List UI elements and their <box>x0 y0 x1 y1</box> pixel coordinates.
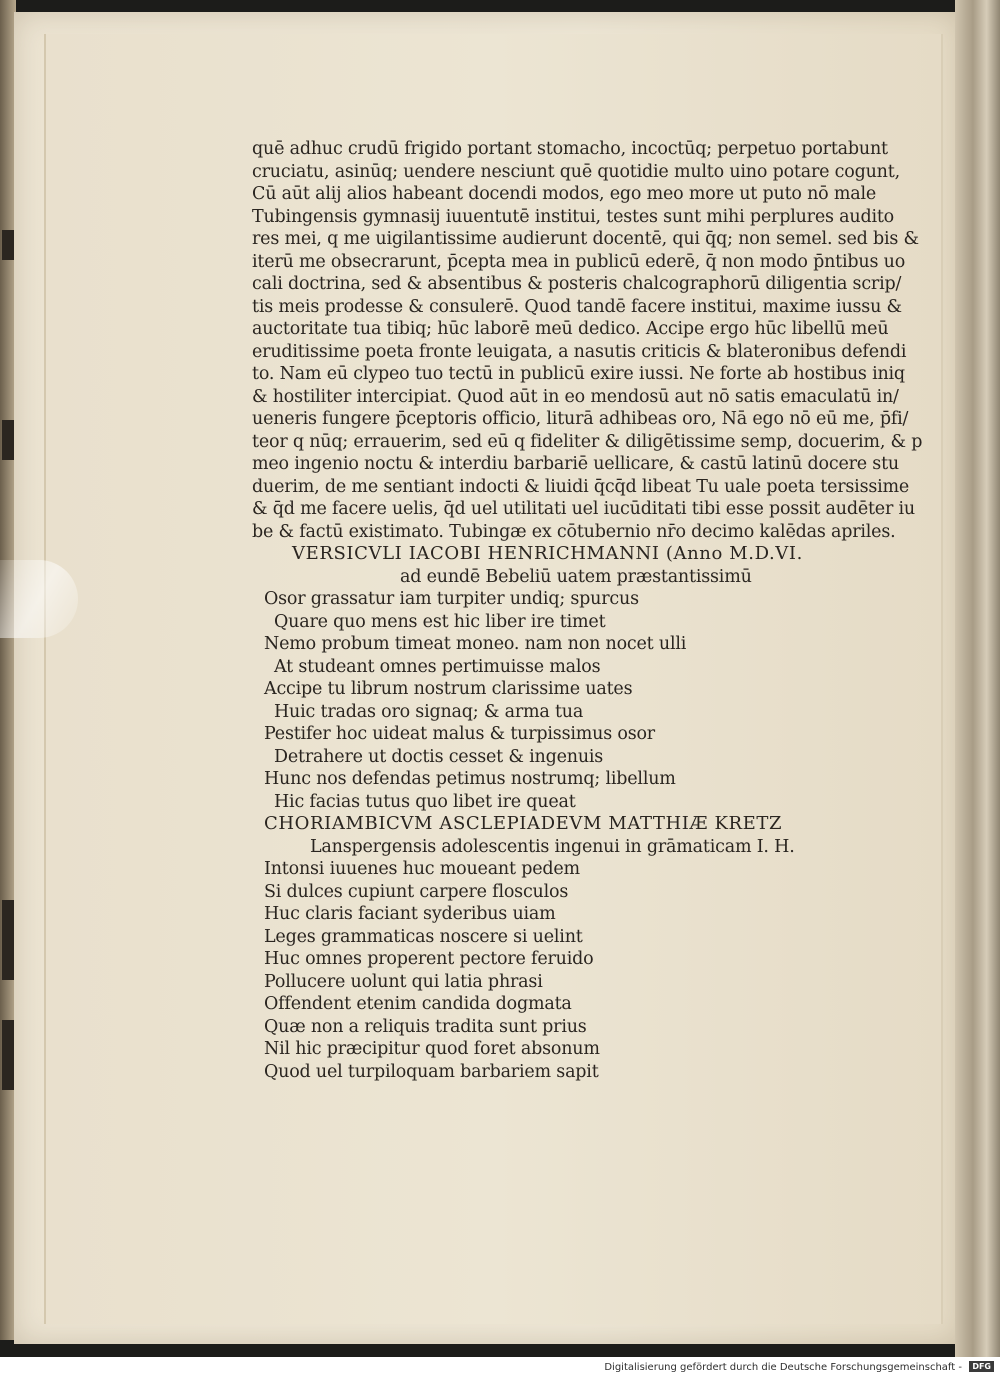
verse-line: Hunc nos defendas petimus nostrumq; libellum <box>264 769 676 789</box>
binding-edge <box>955 0 1000 1358</box>
text-block <box>252 138 923 1083</box>
verse-line: Quare quo mens est hic liber ire timet <box>274 611 606 632</box>
verse-line: Huc claris faciant syderibus uiam <box>264 904 556 924</box>
glass-weight <box>0 560 78 638</box>
verse-line: Quæ non a reliquis tradita sunt prius <box>264 1016 587 1037</box>
ink-mark <box>2 230 14 260</box>
prose-line: eruditissime poeta fronte leuigata, a nasutis criticis & blateronibus defendi <box>252 341 907 362</box>
verse-line: Accipe tu librum nostrum clarissime uates <box>264 679 633 699</box>
prose-line: teor q nūq; errauerim, sed eū q fideliter & diligētissime semp, docuerim, & p <box>252 431 923 452</box>
prose-line: duerim, de me sentiant indocti & liuidi q̄cq̄d libeat Tu uale poeta tersissime <box>252 476 910 497</box>
prose-line: res mei, q me uigilantissime audierunt docentē, qui q̄q; non semel. sed bis & <box>252 229 919 249</box>
verse-line: Huic tradas oro signaq; & arma tua <box>274 701 584 722</box>
verse-line: At studeant omnes pertimuisse malos <box>274 656 601 677</box>
heading-choriambicum: CHORIAMBICVM ASCLEPIADEVM MATTHIÆ KRETZ <box>264 813 783 834</box>
heading-versiculi: VERSICVLI IACOBI HENRICHMANNI (Anno M.D.VI. <box>292 543 803 564</box>
verse-line: Detrahere ut doctis cesset & ingenuis <box>274 746 604 767</box>
digitization-footer <box>0 1357 1000 1377</box>
ink-mark <box>2 420 14 460</box>
prose-line: iterū me obsecrarunt, p̄cepta mea in publicū ederē, q̄ non modo p̄ntibus uo <box>252 251 906 272</box>
ink-mark <box>2 1020 14 1090</box>
verse-line: Nemo probum timeat moneo. nam non nocet ulli <box>264 634 687 654</box>
verse-line: Hic facias tutus quo libet ire queat <box>274 791 576 812</box>
prose-line: cali doctrina, sed & absentibus & posteris chalcographorū diligentia scrip/ <box>252 274 902 294</box>
heading-choriambicum-subtitle: Lanspergensis adolescentis ingenui in grāmaticam I. H. <box>310 836 795 857</box>
verse-line: Pollucere uolunt qui latia phrasi <box>264 971 543 992</box>
poem-choriambicum <box>252 858 912 1083</box>
prose-line: & q̄d me facere uelis, q̄d uel utilitati uel iucūditati tibi esse possit audēter iu <box>252 499 915 519</box>
verse-line: Quod uel turpiloquam barbariem sapit <box>264 1061 599 1082</box>
poem-versiculi <box>252 588 912 813</box>
heading-versiculi-subtitle: ad eundē Bebeliū uatem præstantissimū <box>400 566 752 587</box>
ink-mark <box>2 900 14 980</box>
prose-line: ueneris fungere p̄ceptoris officio, liturā adhibeas oro, Nā ego nō eū me, p̄fi/ <box>252 409 909 429</box>
verse-line: Intonsi iuuenes huc moueant pedem <box>264 859 580 879</box>
prose-paragraph <box>252 138 923 543</box>
prose-line: & hostiliter intercipiat. Quod aūt in eo mendosū aut nō satis emaculatū in/ <box>252 386 899 407</box>
prose-line: Tubingensis gymnasij iuuentutē institui, testes sunt mihi perplures audito <box>252 206 895 227</box>
prose-line: meo ingenio noctu & interdiu barbariē uellicare, & castū latinū docere stu <box>252 454 899 474</box>
dfg-logo: DFG <box>969 1361 994 1372</box>
prose-line: quē adhuc crudū frigido portant stomacho, incoctūq; perpetuo portabunt <box>252 139 888 159</box>
verse-line: Nil hic præcipitur quod foret absonum <box>264 1039 600 1059</box>
verse-line: Offendent etenim candida dogmata <box>264 994 572 1014</box>
verse-line: Leges grammaticas noscere si uelint <box>264 926 583 947</box>
verse-line: Osor grassatur iam turpiter undiq; spurcus <box>264 589 639 609</box>
prose-line: tis meis prodesse & consulerē. Quod tandē facere institui, maxime iussu & <box>252 296 902 317</box>
verse-line: Si dulces cupiunt carpere flosculos <box>264 881 569 902</box>
prose-line: to. Nam eū clypeo tuo tectū in publicū exire iussi. Ne forte ab hostibus iniq <box>252 364 905 384</box>
prose-line: Cū aūt alij alios habeant docendi modos, ego meo more ut puto nō male <box>252 184 877 204</box>
verse-line: Huc omnes properent pectore feruido <box>264 949 594 969</box>
footer-credit: Digitalisierung gefördert durch die Deutsche Forschungsgemeinschaft - <box>604 1362 962 1373</box>
verse-line: Pestifer hoc uideat malus & turpissimus osor <box>264 724 655 744</box>
prose-line: be & factū existimato. Tubingæ ex cōtubernio nr̄o decimo kalēdas apriles. <box>252 521 896 542</box>
prose-line: cruciatu, asinūq; uendere nesciunt quē quotidie multo uino potare cogunt, <box>252 161 900 182</box>
prose-line: auctoritate tua tibiq; hūc laborē meū dedico. Accipe ergo hūc libellū meū <box>252 319 889 339</box>
